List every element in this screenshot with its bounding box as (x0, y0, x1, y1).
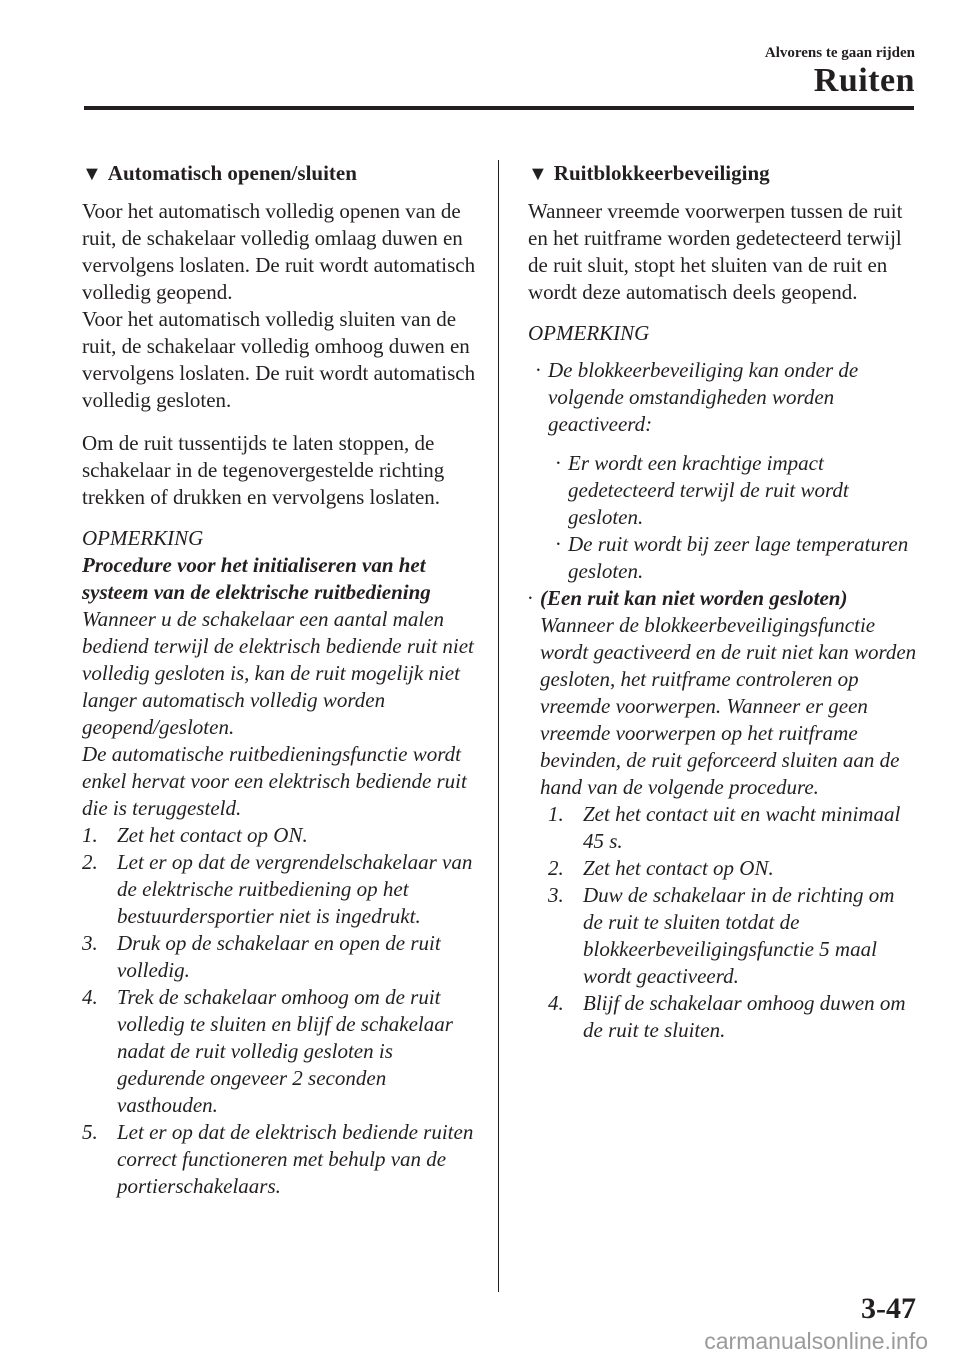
bullet-item (528, 357, 918, 438)
step-text: Blijf de schakelaar omhoog duwen om de ruit te sluiten. (583, 991, 906, 1042)
bullet-icon: · (527, 586, 533, 610)
paragraph: Voor het automatisch volledig sluiten van de ruit, de schakelaar volledig omhoog duwen en vervolgens loslaten. De ruit wordt automatisch volledig gesloten. (82, 307, 476, 412)
step-text: Let er op dat de elektrisch bediende ruiten correct functioneren met behulp van de portierschakelaars. (117, 1120, 474, 1198)
bullet-text: Er wordt een krachtige impact gedetecteerd terwijl de ruit wordt gesloten. (568, 451, 849, 529)
list-item (82, 1119, 477, 1200)
step-number: 2. (548, 856, 564, 880)
step-text: Zet het contact uit en wacht minimaal 45 s. (583, 802, 901, 853)
page-title: Ruiten (813, 62, 915, 99)
step-number: 3. (548, 883, 564, 907)
bullet-text: Wanneer de blokkeerbeveiligingsfunctie wordt geactiveerd en de ruit niet kan worden gesloten, het ruitframe controleren op vreemde voorwerpen. Wanneer er geen vreemde voorwerpen op het ruitframe bevinden, de ruit geforceerd sluiten aan de hand van de volgende procedure. (540, 613, 917, 799)
heading-text: Automatisch openen/sluiten (107, 161, 357, 185)
list-item (82, 984, 477, 1119)
heading-auto-open-close (82, 160, 477, 188)
step-text: Zet het contact op ON. (583, 856, 774, 880)
watermark: carmanualsonline.info (704, 1328, 928, 1354)
bullet-item (520, 585, 918, 801)
list-item (82, 822, 477, 849)
bullet-text: De ruit wordt bij zeer lage temperaturen gesloten. (568, 532, 909, 583)
step-text: Let er op dat de vergrendelschakelaar van de elektrische ruitbediening op het bestuurdersportier niet is ingedrukt. (117, 850, 473, 928)
column-divider (498, 160, 499, 1292)
step-list (548, 801, 918, 1044)
paragraph: Om de ruit tussentijds te laten stoppen, de schakelaar in de tegenovergestelde richting trekken of drukken en vervolgens loslaten. (82, 431, 445, 509)
list-item (82, 930, 477, 984)
note-paragraph: Wanneer u de schakelaar een aantal malen bediend terwijl de elektrisch bediende ruit niet volledig gesloten is, kan de ruit mogelijk niet langer automatisch volledig worden geopend/gesloten. (82, 607, 474, 739)
paragraph: Voor het automatisch volledig openen van de ruit, de schakelaar volledig omlaag duwen en vervolgens loslaten. De ruit wordt automatisch volledig geopend. (82, 199, 476, 304)
list-item (548, 855, 918, 882)
list-item (548, 801, 918, 855)
list-item (548, 882, 918, 990)
note-title: Procedure voor het initialiseren van het systeem van de elektrische ruitbediening (82, 553, 431, 604)
list-item (548, 990, 918, 1044)
left-column (82, 160, 477, 1200)
step-number: 2. (82, 850, 98, 874)
step-number: 1. (548, 802, 564, 826)
step-number: 3. (82, 931, 98, 955)
paragraph: Wanneer vreemde voorwerpen tussen de ruit en het ruitframe worden gedetecteerd terwijl de ruit sluit, stopt het sluiten van de ruit en wordt deze automatisch deels geopend. (528, 199, 903, 304)
step-number: 4. (548, 991, 564, 1015)
step-list (82, 822, 477, 1200)
step-text: Duw de schakelaar in de richting om de ruit te sluiten totdat de blokkeerbeveiligingsfunctie 5 maal wordt geactiveerd. (583, 883, 895, 988)
note-label: OPMERKING (528, 321, 650, 345)
step-text: Zet het contact op ON. (117, 823, 308, 847)
list-item (82, 849, 477, 930)
heading-text: Ruitblokkeerbeveiliging (553, 161, 770, 185)
sub-bullet-item (548, 450, 918, 531)
section-title: Alvorens te gaan rijden (764, 45, 915, 61)
step-number: 4. (82, 985, 98, 1009)
step-text: Trek de schakelaar omhoog om de ruit volledig te sluiten en blijf de schakelaar nadat de ruit volledig gesloten is gedurende ongeveer 2 seconden vasthouden. (117, 985, 453, 1117)
bullet-icon: · (535, 358, 541, 382)
step-number: 1. (82, 823, 98, 847)
triangle-down-icon: ▼ (82, 163, 102, 185)
triangle-down-icon: ▼ (528, 163, 548, 185)
bullet-icon: · (555, 451, 561, 475)
bullet-title: (Een ruit kan niet worden gesloten) (540, 586, 848, 610)
step-text: Druk op de schakelaar en open de ruit volledig. (117, 931, 441, 982)
note-label: OPMERKING (82, 526, 204, 550)
header-divider (84, 106, 914, 110)
heading-anti-pinch (528, 160, 918, 188)
bullet-icon: · (555, 532, 561, 556)
sub-bullet-item (548, 531, 918, 585)
page-number: 3-47 (861, 1292, 916, 1325)
bullet-text: De blokkeerbeveiliging kan onder de volgende omstandigheden worden geactiveerd: (548, 358, 859, 436)
step-number: 5. (82, 1120, 98, 1144)
right-column (528, 160, 918, 1044)
note-paragraph: De automatische ruitbedieningsfunctie wordt enkel hervat voor een elektrisch bediende ruit die is teruggesteld. (82, 742, 467, 820)
